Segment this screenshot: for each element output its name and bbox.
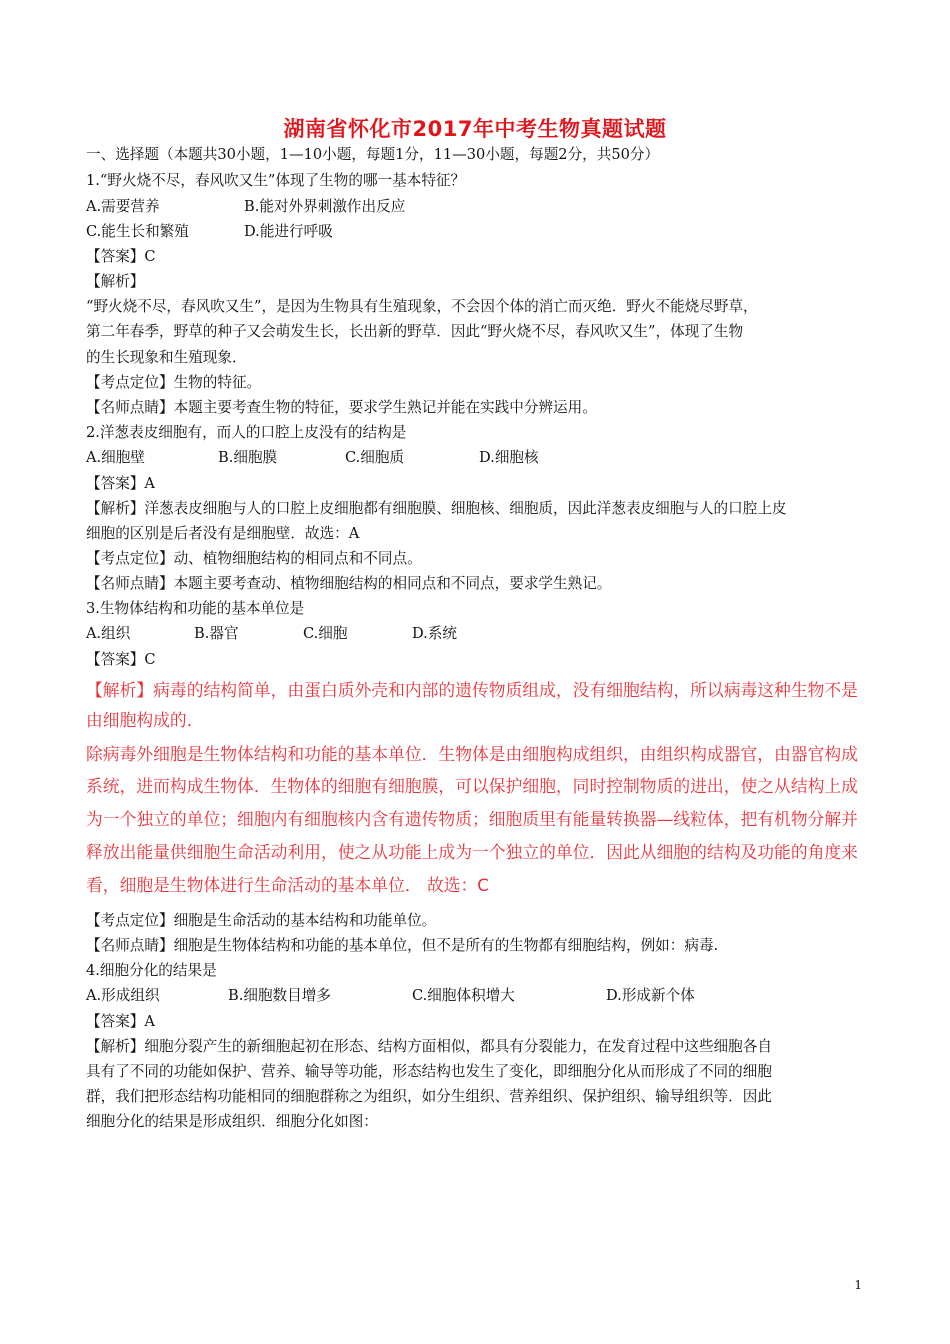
q1-knowledge-point: 【考点定位】生物的特征。 <box>86 374 262 391</box>
q4-option-b: B.细胞数目增多 <box>228 987 331 1004</box>
q2-stem: 2.洋葱表皮细胞有，而人的口腔上皮没有的结构是 <box>86 424 407 441</box>
q2-knowledge-point: 【考点定位】动、植物细胞结构的相同点和不同点。 <box>86 550 422 567</box>
q1-option-d: D.能进行呼吸 <box>244 223 333 240</box>
q3-analysis-red-line: 由细胞构成的． <box>86 710 204 730</box>
q4-analysis-line: 具有了不同的功能如保护、营养、输导等功能，形态结构也发生了变化，即细胞分化从而形成了不同的细胞 <box>86 1063 772 1080</box>
q2-answer: 【答案】A <box>86 475 155 492</box>
page-number: 1 <box>854 1278 862 1292</box>
q1-analysis-line: 第二年春季，野草的种子又会萌发生长，长出新的野草．因此“野火烧不尽，春风吹又生”，体现了生物 <box>86 323 744 340</box>
q1-teacher-tip: 【名师点睛】本题主要考查生物的特征，要求学生熟记并能在实践中分辨运用。 <box>86 399 597 416</box>
q4-stem: 4.细胞分化的结果是 <box>86 962 217 979</box>
q2-teacher-tip: 【名师点睛】本题主要考查动、植物细胞结构的相同点和不同点，要求学生熟记。 <box>86 575 612 592</box>
q2-option-c: C.细胞质 <box>345 449 405 466</box>
q4-option-a: A.形成组织 <box>86 987 160 1004</box>
q3-analysis-red-line: 释放出能量供细胞生命活动利用，使之从功能上成为一个独立的单位．因此从细胞的结构及功能的角度来 <box>86 842 858 862</box>
q3-stem: 3.生物体结构和功能的基本单位是 <box>86 600 305 617</box>
q1-option-a: A.需要营养 <box>86 198 160 215</box>
q2-analysis-line: 细胞的区别是后者没有是细胞壁．故选：A <box>86 525 360 542</box>
q4-analysis-line: 细胞分化的结果是形成组织．细胞分化如图： <box>86 1113 378 1130</box>
q1-analysis-label: 【解析】 <box>86 273 145 290</box>
q1-answer: 【答案】C <box>86 248 156 265</box>
q3-option-c: C.细胞 <box>303 625 348 642</box>
q4-option-d: D.形成新个体 <box>606 987 695 1004</box>
q3-analysis-red-line: 为一个独立的单位；细胞内有细胞核内含有遗传物质；细胞质里有能量转换器—线粒体，把有机物分解并 <box>86 809 858 829</box>
q3-analysis-red-line: 看，细胞是生物体进行生命活动的基本单位． 故选：C <box>86 875 490 895</box>
q1-analysis-line: “野火烧不尽，春风吹又生”，是因为生物具有生殖现象，不会因个体的消亡而灭绝．野火不能烧尽野草， <box>86 298 758 315</box>
q2-analysis-line: 【解析】洋葱表皮细胞与人的口腔上皮细胞都有细胞膜、细胞核、细胞质，因此洋葱表皮细胞与人的口腔上皮 <box>86 500 787 517</box>
q3-option-d: D.系统 <box>412 625 458 642</box>
q3-teacher-tip: 【名师点睛】细胞是生物体结构和功能的基本单位，但不是所有的生物都有细胞结构，例如：病毒. <box>86 937 719 954</box>
q1-stem: 1.“野火烧不尽，春风吹又生”体现了生物的哪一基本特征？ <box>86 172 466 189</box>
q4-option-c: C.细胞体积增大 <box>412 987 515 1004</box>
q3-analysis-red-line: 【解析】病毒的结构简单，由蛋白质外壳和内部的遗传物质组成，没有细胞结构，所以病毒这种生物不是 <box>86 680 858 700</box>
q3-analysis-red-line: 除病毒外细胞是生物体结构和功能的基本单位．生物体是由细胞构成组织，由组织构成器官，由器官构成 <box>86 744 858 764</box>
q1-option-c: C.能生长和繁殖 <box>86 223 189 240</box>
q3-answer: 【答案】C <box>86 651 156 668</box>
q3-knowledge-point: 【考点定位】细胞是生命活动的基本结构和功能单位。 <box>86 912 437 929</box>
page-title: 湖南省怀化市2017年中考生物真题试题 <box>283 117 667 141</box>
q2-option-d: D.细胞核 <box>479 449 539 466</box>
q3-option-a: A.组织 <box>86 625 131 642</box>
q1-analysis-line: 的生长现象和生殖现象． <box>86 349 247 366</box>
q4-answer: 【答案】A <box>86 1013 155 1030</box>
q2-option-a: A.细胞壁 <box>86 449 145 466</box>
q2-option-b: B.细胞膜 <box>218 449 278 466</box>
q1-option-b: B.能对外界刺激作出反应 <box>244 198 406 215</box>
q3-analysis-red-line: 系统，进而构成生物体．生物体的细胞有细胞膜，可以保护细胞，同时控制物质的进出，使之从结构上成 <box>86 776 858 796</box>
q4-analysis-line: 群，我们把形态结构功能相同的细胞群称之为组织，如分生组织、营养组织、保护组织、输导组织等．因此 <box>86 1088 772 1105</box>
q3-option-b: B.器官 <box>194 625 239 642</box>
q4-analysis-line: 【解析】细胞分裂产生的新细胞起初在形态、结构方面相似，都具有分裂能力，在发育过程中这些细胞各自 <box>86 1038 772 1055</box>
section-header: 一、选择题（本题共30小题，1—10小题，每题1分，11—30小题，每题2分，共50分） <box>86 146 660 163</box>
